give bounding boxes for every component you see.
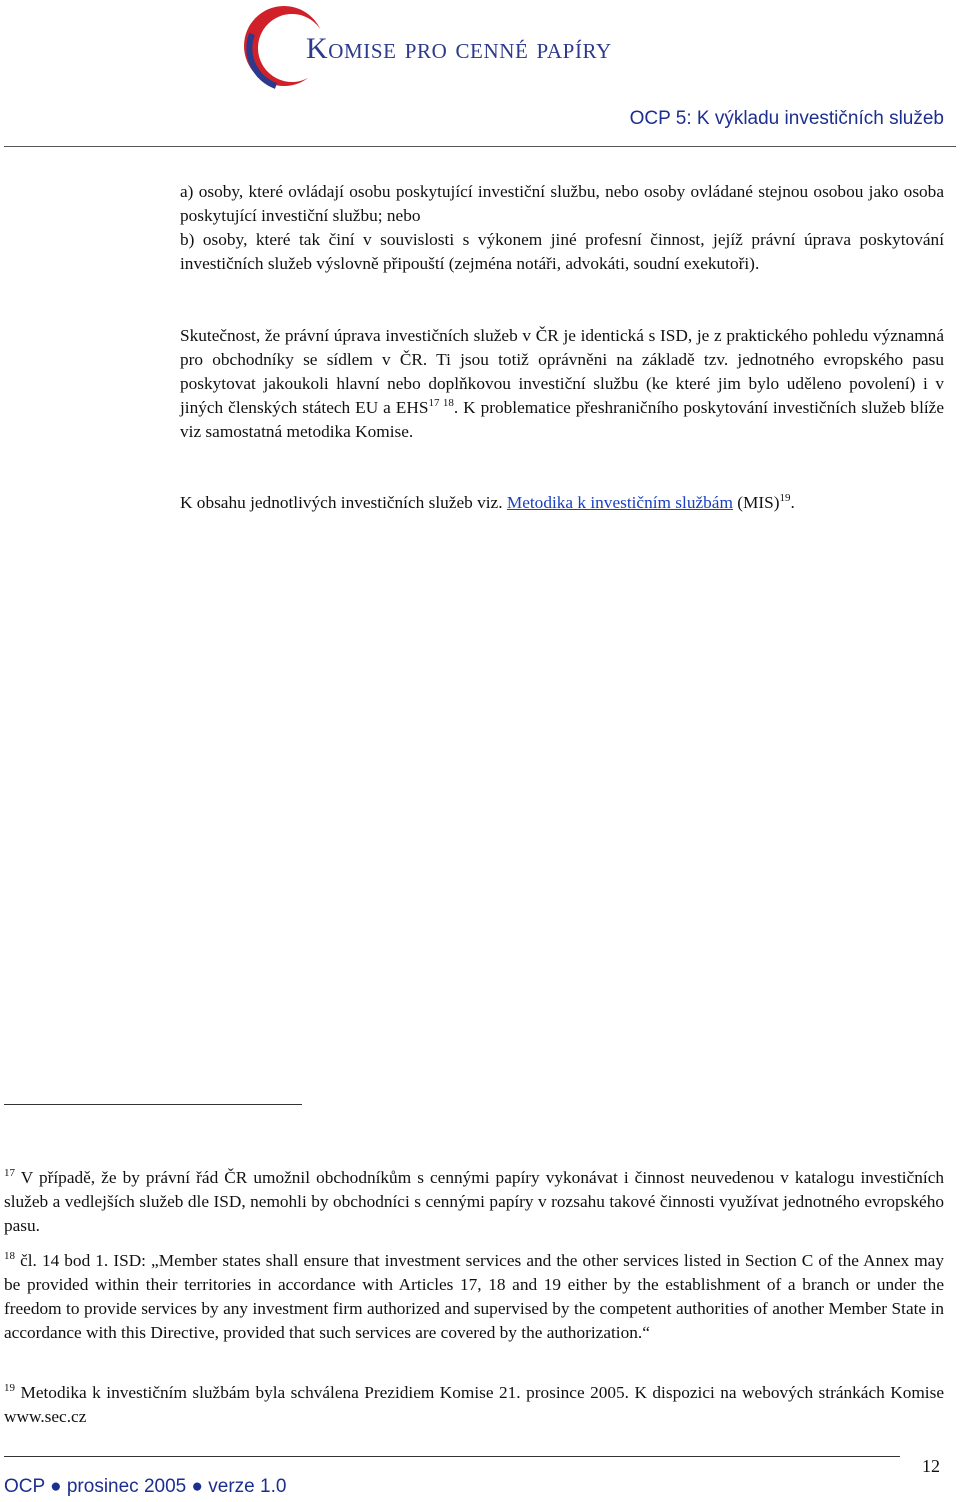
footnote-separator — [4, 1104, 302, 1105]
footnote-number: 18 — [4, 1250, 15, 1262]
paragraph-mis-pre: K obsahu jednotlivých investičních služeb viz. — [180, 493, 507, 512]
list-block — [180, 180, 944, 276]
footnote-17 — [4, 1166, 944, 1238]
list-item-a: a) osoby, které ovládají osobu poskytující investiční službu, nebo osoby ovládané stejnou osobou jako osoba poskytující investiční službu; nebo — [180, 182, 944, 225]
organization-name: Komise pro cenné papíry — [306, 32, 612, 65]
footnote-number: 17 — [4, 1167, 15, 1179]
paragraph-isd — [180, 324, 944, 444]
footnote-text: Metodika k investičním službám byla schválena Prezidiem Komise 21. prosince 2005. K dispozici na webových stránkách Komise www.sec.cz — [4, 1383, 944, 1426]
document-title: OCP 5: K výkladu investičních služeb — [629, 108, 944, 129]
footnote-ref-17-18[interactable]: 17 18 — [428, 397, 454, 409]
header-divider — [4, 146, 956, 147]
footnote-number: 19 — [4, 1382, 15, 1394]
mis-link[interactable]: Metodika k investičním službám — [506, 493, 733, 512]
paragraph-isd-tail: . K problematice přeshraničního poskytování investičních služeb blíže viz samostatná metodika Komise. — [180, 398, 945, 441]
paragraph-mis — [180, 491, 944, 515]
list-item-b: b) osoby, které tak činí v souvislosti s výkonem jiné profesní činnost, jejíž právní úprava poskytování investičních služeb výslovně připouští (zejména notáři, advokáti, soudní exekutoři). — [180, 230, 944, 273]
page-number: 12 — [922, 1456, 940, 1476]
footer-version: OCP ● prosinec 2005 ● verze 1.0 — [4, 1476, 287, 1497]
footer-divider — [4, 1456, 900, 1457]
footnote-19 — [4, 1381, 944, 1429]
footnote-text: čl. 14 bod 1. ISD: „Member states shall ensure that investment services and the other services listed in Section C of the Annex may be provided within their territories in accordance with Articles 17, 18 and 19 either by the establishment of a branch or under the freedom to provide services by any investment firm authorized and supervised by the competent authorities of another Member State in accordance with this Directive, provided that such services are covered by the authorization.“ — [4, 1251, 944, 1342]
paragraph-mis-end: . — [790, 493, 795, 512]
paragraph-isd-text: Skutečnost, že právní úprava investičních služeb v ČR je identická s ISD, je z praktického pohledu významná pro obchodníky se sídlem v ČR. Ti jsou totiž oprávněni na základě tzv. jednotného evropského pasu poskytovat jakoukoli hlavní nebo doplňkovou investiční službu (ke které jim bylo uděleno povolení) i v jiných členských státech EU a EHS — [180, 326, 944, 417]
footnote-18 — [4, 1249, 944, 1345]
paragraph-mis-post: (MIS) — [732, 493, 780, 512]
footnote-ref-19[interactable]: 19 — [779, 492, 791, 504]
footnote-text: V případě, že by právní řád ČR umožnil obchodníkům s cennými papíry vykonávat i činnost neuvedenou v katalogu investičních služeb a vedlejších služeb dle ISD, nemohli by obchodníci s cennými papíry v rozsahu takové činnosti využívat jednotného evropského pasu. — [4, 1168, 944, 1235]
